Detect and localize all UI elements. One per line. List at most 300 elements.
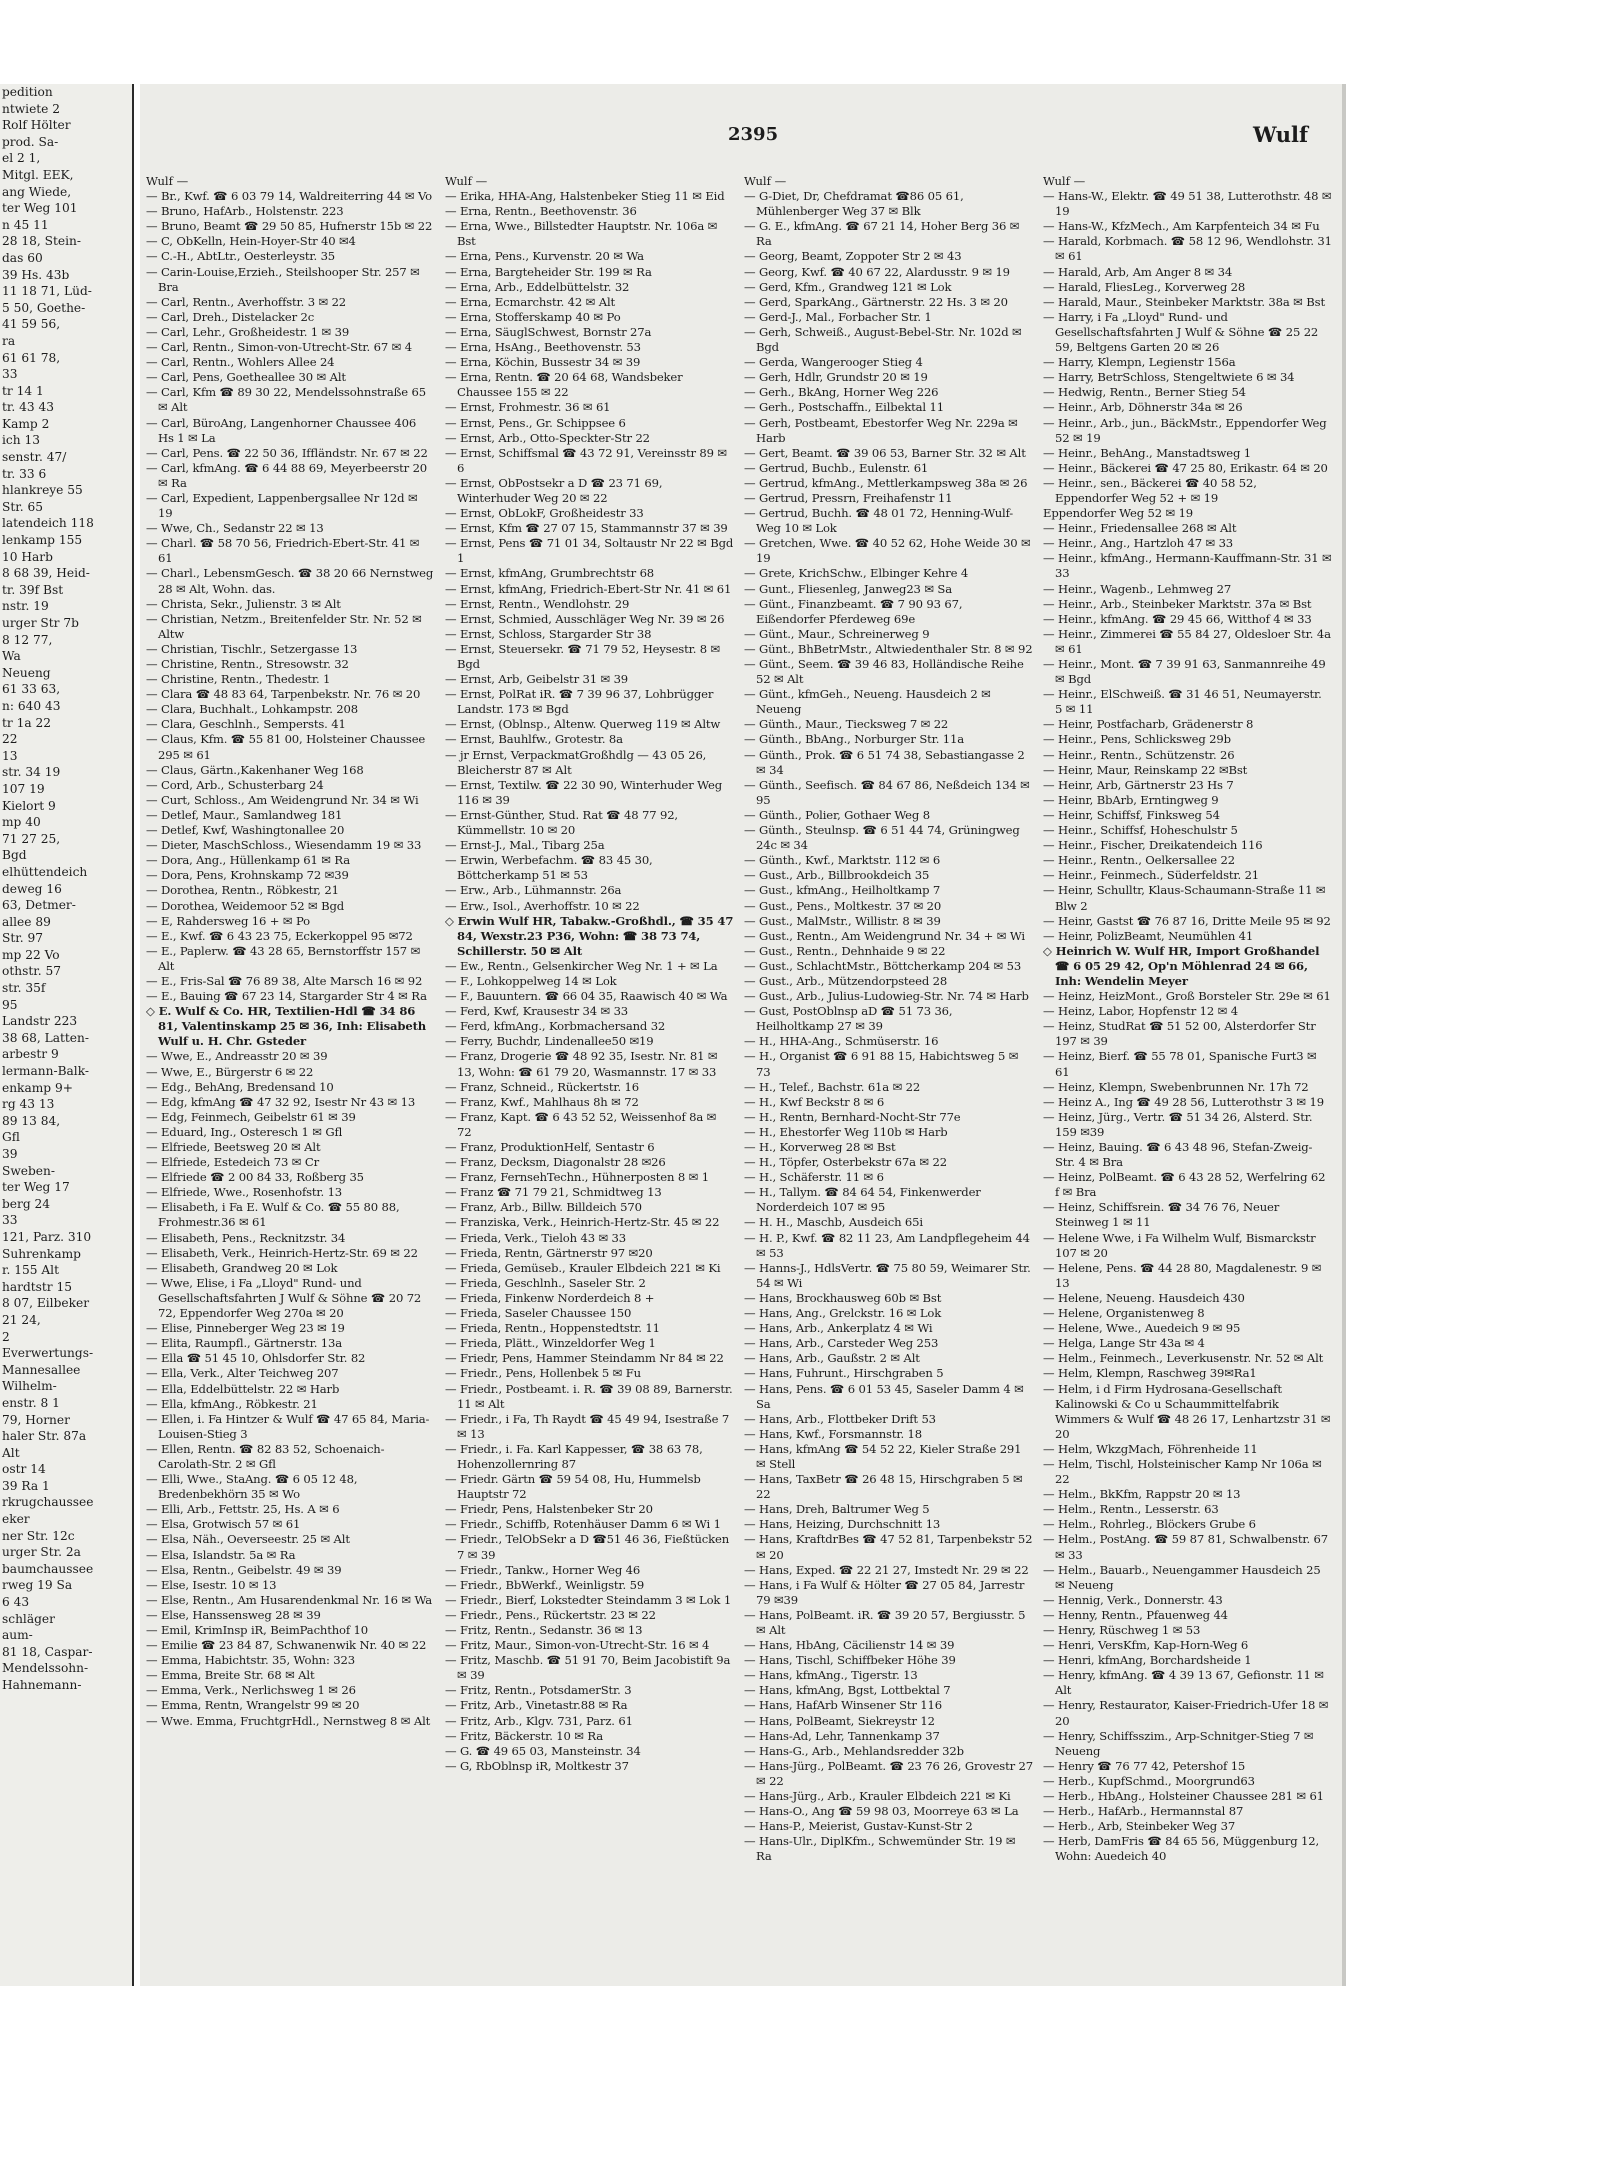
- left-page-line-text: enstr. 8 1: [2, 1395, 60, 1410]
- left-page-line: [0, 449, 132, 466]
- directory-entry: — Gust., Rentn., Am Weidengrund Nr. 34 + ✉ Wi: [744, 928, 1025, 943]
- left-page-line-text: pedition: [2, 85, 53, 99]
- directory-entry: — Helm, Klempn, Raschweg 39✉Ra1: [1043, 1366, 1257, 1381]
- directory-entry: — Carl, Rentn., Wohlers Allee 24: [146, 355, 335, 370]
- directory-entry: — E., Fris-Sal ☎ 76 89 38, Alte Marsch 16 ✉ 92: [146, 973, 423, 988]
- left-page-line-text: ntwiete 2: [2, 101, 61, 116]
- directory-entry: — Ernst, Kfm ☎ 27 07 15, Stammannstr 37 ✉ 39: [445, 521, 728, 536]
- directory-entry: — Br., Kwf. ☎ 6 03 79 14, Waldreiterring 44 ✉ Vo: [146, 189, 433, 204]
- directory-entry: — Günth., Kwf., Marktstr. 112 ✉ 6: [744, 853, 941, 868]
- left-page-line: [0, 831, 132, 848]
- directory-entry: — Ernst, Steuersekr. ☎ 71 79 52, Heysestr. 8 ✉ Bgd: [445, 641, 721, 671]
- directory-entry: — Henry, Restaurator, Kaiser-Friedrich-Ufer 18 ✉ 20: [1043, 1698, 1329, 1728]
- directory-entry: — Ferry, Buchdr, Lindenallee50 ✉19: [445, 1034, 654, 1049]
- left-page-line-text: 28 18, Stein-: [2, 234, 81, 249]
- directory-entry: — jr Ernst, VerpackmatGroßhdlg — 43 05 26, Bleicherstr 87 ✉ Alt: [445, 747, 707, 777]
- directory-entry: — Ernst, Pens., Gr. Schippsee 6: [445, 415, 626, 430]
- left-page-line-text: 71 27 25,: [2, 831, 61, 846]
- left-page-line: [0, 549, 132, 566]
- directory-entry: — Heinr., Arb, Döhnerstr 34a ✉ 26: [1043, 400, 1243, 415]
- directory-entry: — Heinz, PolBeamt. ☎ 6 43 28 52, Werfelring 62 f ✉ Bra: [1043, 1170, 1326, 1200]
- directory-entry: — Harry, BetrSchloss, Stengeltwiete 6 ✉ 34: [1043, 370, 1295, 385]
- left-page-line: [0, 1511, 132, 1528]
- directory-entry: — H., Kwf Beckstr 8 ✉ 6: [744, 1094, 885, 1109]
- directory-entry: — Gust., Pens., Moltkestr. 37 ✉ 20: [744, 898, 942, 913]
- left-page-line-text: Gfl: [2, 1130, 20, 1145]
- directory-entry: — Friedr., Schiffb, Rotenhäuser Damm 6 ✉ Wi 1: [445, 1517, 721, 1532]
- directory-entry: — Ella, kfmAng., Röbkestr. 21: [146, 1396, 318, 1411]
- left-page-line-text: el 2 1,: [2, 151, 41, 166]
- directory-entry: — Hans, Dreh, Baltrumer Weg 5: [744, 1502, 930, 1517]
- directory-entry: — Else, Rentn., Am Husarendenkmal Nr. 16 ✉ Wa: [146, 1592, 432, 1607]
- left-page-line: [0, 681, 132, 698]
- left-page-line: [0, 1080, 132, 1097]
- directory-entry: — Frieda, Gemüseb., Krauler Elbdeich 221 ✉ Ki: [445, 1260, 721, 1275]
- directory-entry: — Elli, Wwe., StaAng. ☎ 6 05 12 48, Bredenbekhörn 35 ✉ Wo: [146, 1472, 358, 1502]
- left-page-line: [0, 300, 132, 317]
- left-page-line: [0, 283, 132, 300]
- left-page-line: [0, 1013, 132, 1030]
- left-page-line: [0, 1163, 132, 1180]
- directory-entry: — Franz, ProduktionHelf, Sentastr 6: [445, 1140, 655, 1154]
- directory-entry: — Hans, Arb., Carsteder Weg 253: [744, 1336, 939, 1351]
- directory-entry: — Erna, Bargteheider Str. 199 ✉ Ra: [445, 264, 652, 279]
- left-page-line: [0, 748, 132, 765]
- left-page-line: [0, 1412, 132, 1429]
- directory-entry: — Gertrud, kfmAng., Mettlerkampsweg 38a ✉ 26: [744, 475, 1028, 490]
- directory-entry: — Cord, Arb., Schusterbarg 24: [146, 777, 324, 792]
- directory-entry: — Friedr., Pens., Rückertstr. 23 ✉ 22: [445, 1607, 656, 1622]
- left-page-line: [0, 615, 132, 632]
- left-page-line: [0, 1378, 132, 1395]
- directory-entry: — Ella ☎ 51 45 10, Ohlsdorfer Str. 82: [146, 1351, 366, 1366]
- left-page-line: [0, 416, 132, 433]
- directory-entry: — Hans, Arb., Ankerplatz 4 ✉ Wi: [744, 1321, 933, 1336]
- left-page-line: [0, 184, 132, 201]
- left-page-line: [0, 1212, 132, 1229]
- directory-entry: — Claus, Gärtn.,Kakenhaner Weg 168: [146, 762, 364, 777]
- directory-entry: — Henny, Rentn., Pfauenweg 44: [1043, 1607, 1228, 1622]
- left-page-line: [0, 914, 132, 931]
- directory-entry: — H., Korverweg 28 ✉ Bst: [744, 1140, 896, 1154]
- directory-entry: — Friedr., i Fa, Th Raydt ☎ 45 49 94, Isestraße 7 ✉ 13: [445, 1411, 730, 1441]
- left-page-line: [0, 267, 132, 284]
- directory-entry: — Franz, Drogerie ☎ 48 92 35, Isestr. Nr. 81 ✉ 13, Wohn: ☎ 61 79 20, Wasmannstr. 17 ✉ 33: [445, 1049, 718, 1079]
- left-page-line: [0, 84, 132, 101]
- left-page-line-text: elhüttendeich: [2, 864, 88, 879]
- directory-entry: — Fritz, Bäckerstr. 10 ✉ Ra: [445, 1728, 604, 1743]
- left-page-line-text: 61 33 63,: [2, 682, 61, 697]
- directory-entry: — Heinr, Schulltr, Klaus-Schaumann-Straße 11 ✉ Blw 2: [1043, 883, 1326, 913]
- directory-entry: — Ella, Eddelbüttelstr. 22 ✉ Harb: [146, 1381, 340, 1396]
- left-page-line-text: aum-: [2, 1628, 33, 1643]
- directory-entry: — Günt., Maur., Schreinerweg 9: [744, 626, 930, 641]
- directory-entry: — Wwe, Elise, i Fa „Lloyd" Rund- und Gesellschaftsfahrten J Wulf & Söhne ☎ 20 72 72, Eppendorfer Weg 270a ✉ 20: [146, 1275, 422, 1321]
- left-page-line-text: urger Str 7b: [2, 616, 79, 630]
- directory-entry: — Frieda, Geschlnh., Saseler Str. 2: [445, 1275, 646, 1290]
- directory-entry: — Heinz A., Ing ☎ 49 28 56, Lutterothstr 3 ✉ 19: [1043, 1094, 1324, 1109]
- directory-entry: — Gunt., Fliesenleg, Janweg23 ✉ Sa: [744, 581, 952, 596]
- left-page-line: [0, 350, 132, 367]
- left-page-line: [0, 947, 132, 964]
- directory-page: [140, 84, 1342, 1986]
- directory-entry: — Heinr., Mont. ☎ 7 39 91 63, Sanmannreihe 49 ✉ Bgd: [1043, 657, 1326, 687]
- left-page-line: [0, 499, 132, 516]
- directory-entry: — Heinr., Ang., Hartzloh 47 ✉ 33: [1043, 536, 1234, 551]
- directory-entry: — Hans, kfmAng ☎ 54 52 22, Kieler Straße 291 ✉ Stell: [744, 1441, 1022, 1471]
- directory-entry: — Frieda, Rentn, Gärtnerstr 97 ✉20: [445, 1245, 653, 1260]
- left-page-line-text: Mendelssohn-: [2, 1661, 89, 1676]
- directory-entry: — Ferd, Kwf, Krausestr 34 ✉ 33: [445, 1004, 629, 1019]
- directory-entry: — Günth., Maur., Tiecksweg 7 ✉ 22: [744, 717, 949, 732]
- left-page-line: [0, 997, 132, 1014]
- directory-entry: — Gust., Arb., Mützendorpsteed 28: [744, 973, 948, 988]
- directory-entry: — Hans, Fuhrunt., Hirschgraben 5: [744, 1366, 944, 1381]
- left-page-line-text: urger Str. 2a: [2, 1545, 81, 1560]
- directory-entry: — H., Rentn, Bernhard-Nocht-Str 77e: [744, 1109, 961, 1124]
- directory-entry: — Elli, Arb., Fettstr. 25, Hs. A ✉ 6: [146, 1502, 340, 1517]
- previous-page-fragment: [0, 84, 134, 1986]
- directory-entry: — Franz, Kapt. ☎ 6 43 52 52, Weissenhof 8a ✉ 72: [445, 1109, 717, 1139]
- left-page-line-text: othstr. 57: [2, 964, 61, 979]
- left-page-line: [0, 1063, 132, 1080]
- directory-entry: — Hans, i Fa Wulf & Hölter ☎ 27 05 84, Jarrestr 79 ✉39: [744, 1577, 1025, 1607]
- left-page-line-text: Kamp 2: [2, 416, 50, 431]
- directory-entry: — Heinr., ElSchweiß. ☎ 31 46 51, Neumayerstr. 5 ✉ 11: [1043, 687, 1322, 717]
- directory-entry: — Erna, Ecmarchstr. 42 ✉ Alt: [445, 294, 616, 309]
- directory-entry: — Dieter, MaschSchloss., Wiesendamm 19 ✉ 33: [146, 838, 422, 853]
- left-page-line: [0, 881, 132, 898]
- left-page-line: [0, 698, 132, 715]
- directory-entry: — Franziska, Verk., Heinrich-Hertz-Str. 45 ✉ 22: [445, 1215, 720, 1230]
- directory-entry: — Herb., KupfSchmd., Moorgrund63: [1043, 1773, 1255, 1788]
- directory-entry: — Ella, Verk., Alter Teichweg 207: [146, 1366, 339, 1381]
- directory-entry: — Heinr., Arb., jun., BäckMstr., Eppendorfer Weg 52 ✉ 19: [1043, 415, 1327, 445]
- directory-entry: — Harald, Korbmach. ☎ 58 12 96, Wendlohstr. 31 ✉ 61: [1043, 234, 1332, 264]
- left-page-line-text: rkrugchaussee: [2, 1495, 94, 1510]
- directory-entry: — Heinz, Klempn, Swebenbrunnen Nr. 17h 72: [1043, 1079, 1309, 1094]
- directory-entry: — Herb., Arb, Steinbeker Weg 37: [1043, 1819, 1236, 1834]
- directory-entry: — Erw., Isol., Averhoffstr. 10 ✉ 22: [445, 898, 640, 913]
- directory-entry: — Carl, Pens, Goetheallee 30 ✉ Alt: [146, 370, 346, 385]
- directory-entry: — Carl, Expedient, Lappenbergsallee Nr 12d ✉ 19: [146, 490, 418, 521]
- directory-entry: — Elfriede ☎ 2 00 84 33, Roßberg 35: [146, 1170, 364, 1185]
- left-page-line: [0, 764, 132, 781]
- directory-entry: — Edg, Feinmech, Geibelstr 61 ✉ 39: [146, 1109, 356, 1124]
- directory-entry: — Friedr., Bierf, Lokstedter Steindamm 3 ✉ Lok 1: [445, 1592, 732, 1607]
- left-page-line: [0, 515, 132, 532]
- directory-entry: — Frieda, Plätt., Winzeldorfer Weg 1: [445, 1336, 656, 1351]
- left-page-line: [0, 1312, 132, 1329]
- left-page-line-text: 41 59 56,: [2, 317, 61, 332]
- left-page-line-text: 8 12 77,: [2, 632, 53, 647]
- directory-column: [146, 174, 435, 1966]
- directory-entry: — Hans, kfmAng, Bgst, Lottbektal 7: [744, 1683, 951, 1698]
- directory-entry: — Bruno, HafArb., Holstenstr. 223: [146, 204, 344, 219]
- left-page-line-text: latendeich 118: [2, 516, 94, 531]
- directory-entry: — Helene, Wwe., Auedeich 9 ✉ 95: [1043, 1321, 1241, 1336]
- directory-entry: — Gertrud, Buchh. ☎ 48 01 72, Henning-Wulf-Weg 10 ✉ Lok: [744, 506, 1014, 536]
- left-page-line-text: Rolf Hölter: [2, 118, 71, 133]
- directory-entry: — Friedr, Pens, Halstenbeker Str 20: [445, 1502, 653, 1517]
- directory-entry: — Ew., Rentn., Gelsenkircher Weg Nr. 1 + ✉ La: [445, 958, 718, 973]
- left-page-line: [0, 1262, 132, 1279]
- directory-entry: — Frieda, Rentn., Hoppenstedtstr. 11: [445, 1321, 660, 1336]
- left-page-line-text: 2: [2, 1329, 10, 1344]
- left-page-line: [0, 864, 132, 881]
- left-page-line-text: Sweben-: [2, 1163, 55, 1178]
- directory-entry: — Erw., Arb., Lühmannstr. 26a: [445, 883, 622, 898]
- directory-entry: — G-Diet, Dr, Chefdramat ☎86 05 61, Mühlenberger Weg 37 ✉ Blk: [744, 189, 964, 219]
- left-page-line: [0, 482, 132, 499]
- left-page-line: [0, 101, 132, 118]
- directory-entry: — Heinz, Bauing. ☎ 6 43 48 96, Stefan-Zweig-Str. 4 ✉ Bra: [1043, 1140, 1313, 1170]
- left-page-line: [0, 1345, 132, 1362]
- left-page-line: [0, 1561, 132, 1578]
- directory-entry: — Carl, Lehr., Großheidestr. 1 ✉ 39: [146, 324, 350, 339]
- directory-entry: — Heinr., BehAng., Manstadtsweg 1: [1043, 445, 1252, 460]
- left-page-line-text: Wa: [2, 649, 21, 664]
- directory-entry: — Carl, BüroAng, Langenhorner Chaussee 406 Hs 1 ✉ La: [146, 415, 417, 445]
- left-page-line-text: baumchaussee: [2, 1561, 94, 1576]
- directory-entry: — Heinr., Friedensallee 268 ✉ Alt: [1043, 521, 1237, 536]
- directory-entry: — Ernst, ObPostsekr a D ☎ 23 71 69, Winterhuder Weg 20 ✉ 22: [445, 475, 663, 505]
- page-number: 2395: [728, 124, 779, 145]
- left-page-line-text: Hahnemann-: [2, 1678, 82, 1692]
- directory-entry: — Ernst, Frohmestr. 36 ✉ 61: [445, 400, 611, 415]
- directory-entry: — Günt., kfmGeh., Neueng. Hausdeich 2 ✉ Neueng: [744, 687, 991, 717]
- left-page-line-text: Str. 97: [2, 931, 43, 946]
- directory-entry: — Carl, Rentn., Simon-von-Utrecht-Str. 67 ✉ 4: [146, 340, 412, 355]
- left-page-line: [0, 648, 132, 665]
- directory-entry: — Hans, Ang., Grelckstr. 16 ✉ Lok: [744, 1306, 942, 1321]
- directory-entry: — C, ObKelln, Hein-Hoyer-Str 40 ✉4: [146, 234, 356, 249]
- left-page-line-text: tr. 43 43: [2, 400, 55, 415]
- directory-entry: — Elsa, Grotwisch 57 ✉ 61: [146, 1517, 301, 1532]
- directory-entry: — Günth., Polier, Gothaer Weg 8: [744, 807, 930, 822]
- directory-entry: — Günth., BbAng., Norburger Str. 11a: [744, 732, 965, 747]
- directory-entry: — Henry, kfmAng. ☎ 4 39 13 67, Gefionstr. 11 ✉ Alt: [1043, 1668, 1324, 1698]
- directory-entry: — Ernst, Schmied, Ausschläger Weg Nr. 39 ✉ 26: [445, 611, 725, 626]
- directory-entry: — Franz, Arb., Billw. Billdeich 570: [445, 1200, 642, 1215]
- left-page-line: [0, 366, 132, 383]
- left-page-line: [0, 781, 132, 798]
- directory-entry: — H., Tallym. ☎ 84 64 54, Finkenwerder Norderdeich 107 ✉ 95: [744, 1185, 981, 1215]
- directory-entry: — E, Rahdersweg 16 + ✉ Po: [146, 913, 310, 928]
- directory-entry: — Hans, TaxBetr ☎ 26 48 15, Hirschgraben 5 ✉ 22: [744, 1472, 1023, 1502]
- directory-entry: — Heinr, Schiffsf, Finksweg 54: [1043, 807, 1220, 822]
- left-page-line-text: berg 24: [2, 1196, 51, 1211]
- left-page-line-text: 39 Hs. 43b: [2, 267, 70, 282]
- left-page-line: [0, 250, 132, 267]
- directory-entry: Eppendorfer Weg 52 ✉ 19: [1043, 506, 1194, 521]
- directory-entry: — Gert, Beamt. ☎ 39 06 53, Barner Str. 32 ✉ Alt: [744, 445, 1026, 460]
- directory-entry: — Hans-Ulr., DiplKfm., Schwemünder Str. 19 ✉ Ra: [744, 1834, 1016, 1864]
- left-page-line-text: allee 89: [2, 914, 51, 929]
- directory-entry: — Franz ☎ 71 79 21, Schmidtweg 13: [445, 1185, 662, 1200]
- directory-entry: — Ernst, kfmAng, Friedrich-Ebert-Str Nr. 41 ✉ 61: [445, 581, 732, 596]
- left-page-line: [0, 1461, 132, 1478]
- page-edge-shadow: [1342, 84, 1346, 1986]
- directory-entry: — Elisabeth, Verk., Heinrich-Hertz-Str. 69 ✉ 22: [146, 1245, 418, 1260]
- directory-entry: — Detlef, Kwf, Washingtonallee 20: [146, 823, 345, 838]
- directory-entry: — F., Lohkoppelweg 14 ✉ Lok: [445, 973, 617, 988]
- left-page-line: [0, 1129, 132, 1146]
- directory-entry: — Helm., Bauarb., Neuengammer Hausdeich 25 ✉ Neueng: [1043, 1562, 1321, 1592]
- left-page-line: [0, 1096, 132, 1113]
- left-page-line: [0, 532, 132, 549]
- directory-entry: — Gertrud, Buchb., Eulenstr. 61: [744, 460, 929, 475]
- left-page-line-text: ang Wiede,: [2, 184, 72, 199]
- left-page-line: [0, 200, 132, 217]
- directory-entry: — Hans, Arb., Flottbeker Drift 53: [744, 1411, 936, 1426]
- directory-entry: — Heinr., sen., Bäckerei ☎ 40 58 52, Eppendorfer Weg 52 + ✉ 19: [1043, 475, 1257, 505]
- left-page-line: [0, 1627, 132, 1644]
- left-page-line-text: 61 61 78,: [2, 350, 61, 365]
- directory-entry: — Elfriede, Wwe., Rosenhofstr. 13: [146, 1185, 343, 1200]
- directory-entry: — Hans, KraftdrBes ☎ 47 52 81, Tarpenbekstr 52 ✉ 20: [744, 1532, 1033, 1562]
- left-page-line: [0, 1295, 132, 1312]
- left-page-line-text: 10 Harb: [2, 549, 53, 564]
- left-page-line-text: str. 34 19: [2, 765, 61, 780]
- left-page-line-text: enkamp 9+: [2, 1080, 73, 1095]
- left-page-line-text: Mitgl. EEK,: [2, 167, 74, 182]
- directory-entry: — Carl, Pens. ☎ 22 50 36, Iffländstr. Nr. 67 ✉ 22: [146, 445, 428, 460]
- directory-entry: — Ferd, kfmAng., Korbmachersand 32: [445, 1019, 666, 1034]
- left-page-line-text: 8 07, Eilbeker: [2, 1296, 90, 1311]
- directory-entry: — Wwe, Ch., Sedanstr 22 ✉ 13: [146, 521, 324, 536]
- directory-entry: — Heinr., kfmAng., Hermann-Kauffmann-Str. 31 ✉ 33: [1043, 551, 1332, 581]
- directory-columns: [146, 174, 1332, 1966]
- directory-entry: — Friedr., BbWerkf., Weinligstr. 59: [445, 1577, 645, 1592]
- left-page-line-text: deweg 16: [2, 881, 62, 896]
- directory-entry: — Heinr., Wagenb., Lehmweg 27: [1043, 581, 1232, 596]
- left-page-line-text: eker: [2, 1512, 30, 1527]
- left-page-line-text: das 60: [2, 250, 43, 265]
- directory-entry: — Helene Wwe, i Fa Wilhelm Wulf, Bismarckstr 107 ✉ 20: [1043, 1230, 1316, 1260]
- directory-entry: — Gust., Arb., Julius-Ludowieg-Str. Nr. 74 ✉ Harb: [744, 989, 1029, 1004]
- directory-entry: — Henri, VersKfm, Kap-Horn-Weg 6: [1043, 1638, 1249, 1653]
- left-page-line-text: senstr. 47/: [2, 450, 67, 465]
- left-page-line: [0, 383, 132, 400]
- directory-entry: — Helm., BkKfm, Rappstr 20 ✉ 13: [1043, 1487, 1241, 1502]
- left-page-line-text: 21 24,: [2, 1312, 41, 1327]
- directory-entry: — H., Ehestorfer Weg 110b ✉ Harb: [744, 1124, 948, 1139]
- directory-entry: — Fritz, Arb., Klgv. 731, Parz. 61: [445, 1713, 633, 1728]
- directory-entry: — Friedr. Gärtn ☎ 59 54 08, Hu, Hummelsb Hauptstr 72: [445, 1472, 701, 1502]
- left-page-line: [0, 167, 132, 184]
- left-page-line-text: n: 640 43: [2, 698, 61, 713]
- directory-entry: — H. P., Kwf. ☎ 82 11 23, Am Landpflegeheim 44 ✉ 53: [744, 1230, 1030, 1260]
- left-page-line-text: tr. 39f Bst: [2, 582, 64, 597]
- left-page-line-text: tr 1a 22: [2, 715, 51, 730]
- left-page-line-text: 11 18 71, Lüd-: [2, 284, 92, 299]
- directory-entry: — Heinz, Bierf. ☎ 55 78 01, Spanische Furt3 ✉ 61: [1043, 1049, 1317, 1079]
- directory-entry: — E., Paplerw. ☎ 43 28 65, Bernstorffstr 157 ✉ Alt: [146, 943, 421, 973]
- directory-entry: — Hans-G., Arb., Mehlandsredder 32b: [744, 1743, 964, 1758]
- directory-entry: — Clara, Geschlnh., Sempersts. 41: [146, 717, 346, 732]
- directory-entry: — Heinr., Rentn., Schützenstr. 26: [1043, 747, 1235, 762]
- left-page-line-text: Suhrenkamp: [2, 1246, 81, 1261]
- left-page-line: [0, 897, 132, 914]
- directory-entry: — Friedr., Pens, Hollenbek 5 ✉ Fu: [445, 1366, 641, 1381]
- directory-entry: — Heinr., Fischer, Dreikatendeich 116: [1043, 838, 1263, 853]
- directory-entry: — Else, Isestr. 10 ✉ 13: [146, 1577, 277, 1592]
- directory-entry: — Hans, PolBeamt. iR. ☎ 39 20 57, Bergiusstr. 5 ✉ Alt: [744, 1607, 1026, 1637]
- directory-entry: — Franz, Kwf., Mahlhaus 8h ✉ 72: [445, 1094, 639, 1109]
- directory-entry: — Elfriede, Estedeich 73 ✉ Cr: [146, 1155, 319, 1170]
- left-page-line-text: Str. 65: [2, 499, 43, 514]
- directory-entry: — Curt, Schloss., Am Weidengrund Nr. 34 ✉ Wi: [146, 792, 419, 807]
- directory-entry: — Gerh, Hdlr, Grundstr 20 ✉ 19: [744, 370, 928, 385]
- directory-entry: — Gertrud, Pressrn, Freihafenstr 11: [744, 490, 953, 505]
- directory-entry: — Erika, HHA-Ang, Halstenbeker Stieg 11 ✉ Eid: [445, 189, 725, 204]
- left-page-line-text: ra: [2, 333, 16, 348]
- directory-entry: — Herb, DamFris ☎ 84 65 56, Müggenburg 12, Wohn: Auedeich 40: [1043, 1834, 1320, 1864]
- directory-entry: — Erna, Arb., Eddelbüttelstr. 32: [445, 279, 630, 294]
- directory-entry: — G. ☎ 49 65 03, Mansteinstr. 34: [445, 1743, 641, 1758]
- directory-entry: — Henri, kfmAng, Borchardsheide 1: [1043, 1653, 1252, 1668]
- left-page-line: [0, 1577, 132, 1594]
- directory-entry: — Heinz, Jürg., Vertr. ☎ 51 34 26, Alsterd. Str. 159 ✉39: [1043, 1109, 1313, 1139]
- directory-entry: — Gust., kfmAng., Heilholtkamp 7: [744, 883, 941, 898]
- directory-entry: — Gerh, Postbeamt, Ebestorfer Weg Nr. 229a ✉ Harb: [744, 415, 1018, 445]
- left-page-line-text: lermann-Balk-: [2, 1064, 89, 1079]
- left-page-line-text: rweg 19 Sa: [2, 1578, 73, 1593]
- directory-entry: — Wwe, E., Bürgerstr 6 ✉ 22: [146, 1064, 314, 1079]
- left-page-line: [0, 1146, 132, 1163]
- left-page-line: [0, 798, 132, 815]
- directory-entry: — Ellen, i. Fa Hintzer & Wulf ☎ 47 65 84, Maria-Louisen-Stieg 3: [146, 1411, 430, 1441]
- directory-entry: — Heinz, StudRat ☎ 51 52 00, Alsterdorfer Str 197 ✉ 39: [1043, 1019, 1316, 1049]
- left-page-line: [0, 1030, 132, 1047]
- directory-entry: — G, RbOblnsp iR, Moltkestr 37: [445, 1758, 629, 1773]
- directory-entry: — Heinr., Pens, Schlicksweg 29b: [1043, 732, 1231, 747]
- directory-entry: — Erna, Rentn. ☎ 20 64 68, Wandsbeker Chaussee 155 ✉ 22: [445, 370, 683, 400]
- directory-entry: — Christine, Rentn., Stresowstr. 32: [146, 657, 349, 671]
- directory-entry: — Christine, Rentn., Thedestr. 1: [146, 672, 331, 687]
- directory-entry: — Hans, Pens. ☎ 6 01 53 45, Saseler Damm 4 ✉ Sa: [744, 1381, 1024, 1411]
- left-page-line: [0, 1046, 132, 1063]
- left-page-line: [0, 1196, 132, 1213]
- directory-entry: — Helene, Neueng. Hausdeich 430: [1043, 1290, 1245, 1305]
- left-page-line: [0, 1428, 132, 1445]
- directory-entry: — Heinz, Schiffsrein. ☎ 34 76 76, Neuer Steinweg 1 ✉ 11: [1043, 1200, 1280, 1230]
- column-surname-head: Wulf —: [744, 174, 787, 188]
- directory-entry: — Erna, Rentn., Beethovenstr. 36: [445, 204, 637, 219]
- left-page-line-text: 107 19: [2, 781, 45, 796]
- directory-entry: — Ernst-Günther, Stud. Rat ☎ 48 77 92, Kümmellstr. 10 ✉ 20: [445, 807, 678, 838]
- directory-entry: — Günth., Seefisch. ☎ 84 67 86, Neßdeich 134 ✉ 95: [744, 777, 1030, 807]
- directory-entry: — Carl, kfmAng. ☎ 6 44 88 69, Meyerbeerstr 20 ✉ Ra: [146, 460, 428, 490]
- directory-entry: — Helm., Rentn., Lesserstr. 63: [1043, 1502, 1219, 1517]
- left-page-line-text: 5 50, Goethe-: [2, 300, 86, 315]
- left-page-line: [0, 1544, 132, 1561]
- left-page-line-text: Mannesallee: [2, 1362, 81, 1377]
- left-page-line-text: schläger: [2, 1611, 55, 1626]
- directory-entry: — Christian, Netzm., Breitenfelder Str. Nr. 52 ✉ Altw: [146, 611, 422, 641]
- directory-entry: — Harry, i Fa „Lloyd" Rund- und Gesellschaftsfahrten J Wulf & Söhne ☎ 25 22 59, Beltgens Garten 20 ✉ 26: [1043, 309, 1319, 355]
- directory-entry: — Gust, PostOblnsp aD ☎ 51 73 36, Heilholtkamp 27 ✉ 39: [744, 1004, 953, 1034]
- directory-entry: — Hans, Heizing, Durchschnitt 13: [744, 1517, 941, 1532]
- directory-entry: — Ernst, Bauhlfw., Grotestr. 8a: [445, 732, 623, 747]
- left-page-line: [0, 117, 132, 134]
- left-page-line: [0, 930, 132, 947]
- directory-entry: — Heinr, Maur, Reinskamp 22 ✉Bst: [1043, 762, 1248, 777]
- left-page-line-text: nstr. 19: [2, 599, 49, 614]
- directory-entry: — Else, Hanssensweg 28 ✉ 39: [146, 1607, 321, 1622]
- left-page-line-text: Neueng: [2, 665, 51, 680]
